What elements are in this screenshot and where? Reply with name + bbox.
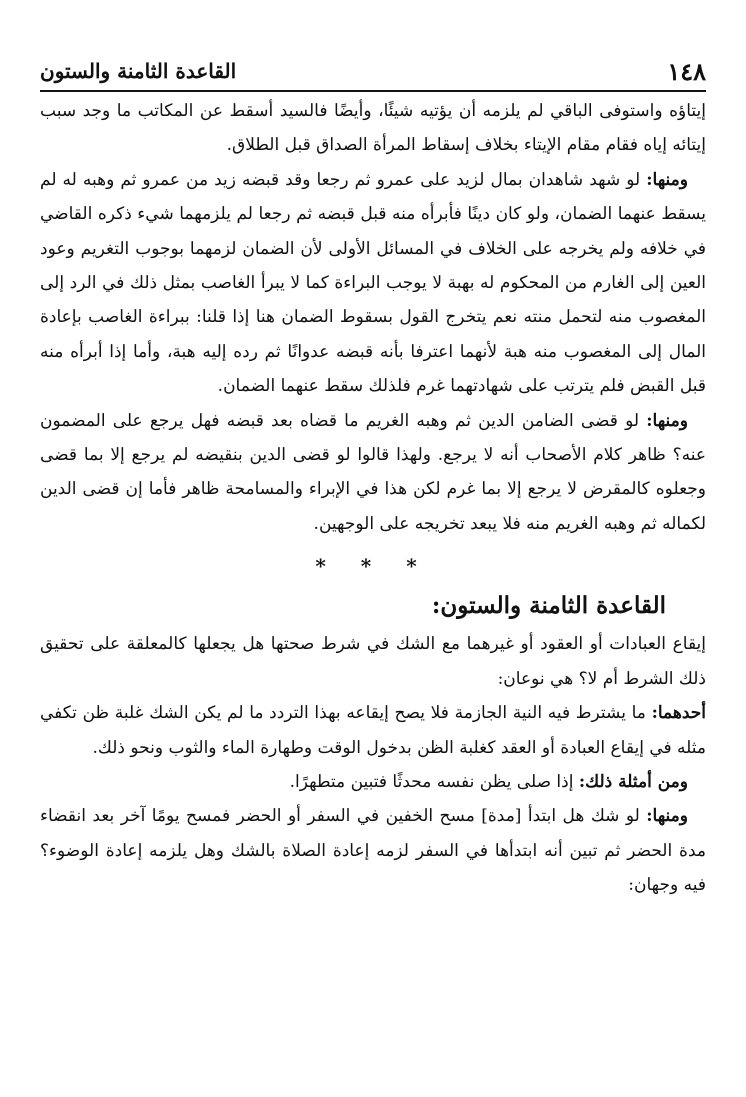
page-header <box>40 52 706 92</box>
page-number: ١٤٨ <box>667 56 706 86</box>
paragraph <box>40 696 706 765</box>
paragraph-lead: ومن أمثلة ذلك: <box>578 771 688 792</box>
paragraph-text: إذا صلى يظن نفسه محدثًا فتبين متطهرًا. <box>289 771 579 792</box>
main-text <box>40 94 706 903</box>
paragraph <box>40 627 706 696</box>
paragraph-lead: أحدهما: <box>651 703 706 724</box>
paragraph-lead: ومنها: <box>646 806 688 827</box>
paragraph-lead: ومنها: <box>646 169 688 190</box>
section-divider: * * * <box>315 554 431 579</box>
running-title: القاعدة الثامنة والستون <box>40 59 237 83</box>
paragraph-text: إيقاع العبادات أو العقود أو غيرهما مع الشك في شرط صحتها هل يجعلها كالمعلقة على تحقيق ذلك الشرط أم لا؟ هي نوعان: <box>40 634 706 689</box>
paragraph <box>40 94 706 163</box>
paragraph-text: إيتاؤه واستوفى الباقي لم يلزمه أن يؤتيه شيئًا، وأيضًا فالسيد أسقط عن المكاتب ما وجد سبب إيتائه إياه فقام مقام الإيتاء بخلاف إسقاط المرأة الصداق قبل الطلاق. <box>40 101 706 156</box>
paragraph-text: ما يشترط فيه النية الجازمة فلا يصح إيقاعه بهذا التردد ما لم يكن الشك غلبة ظن تكفي مثله في إيقاع العبادة أو العقد كغلبة الظن بدخول الوقت وطهارة الماء والثوب ونحو ذلك. <box>40 703 706 758</box>
paragraph <box>40 799 706 902</box>
paragraph <box>40 404 706 542</box>
paragraph <box>40 765 706 799</box>
paragraph-text: لو شك هل ابتدأ [مدة] مسح الخفين في السفر أو الحضر فمسح يومًا آخر بعد انقضاء مدة الحضر ثم تبين أنه ابتدأها في السفر لزمه إعادة الصلاة بالشك وهل يلزمه إعادة الوضوء؟ فيه وجهان: <box>40 806 706 896</box>
section-heading: القاعدة الثامنة والستون: <box>431 592 666 620</box>
paragraph-text: لو قضى الضامن الدين ثم وهبه الغريم ما قضاه بعد قبضه فهل يرجع على المضمون عنه؟ ظاهر كلام الأصحاب أنه لا يرجع. ولهذا قالوا لو قضى الدين بنقيضه لم يرجع إلا بما قضى وجعلوه كالمقرض لا يرجع إلا بما غرم لكن هذا في الإبراء والمسامحة ظاهر فأما إن قضى الدين لكماله ثم وهبه الغريم منه فلا يبعد تخريجه على الوجهين. <box>40 410 706 534</box>
paragraph-text: لو شهد شاهدان بمال لزيد على عمرو ثم رجعا وقد قبضه زيد من عمرو ثم وهبه له لم يسقط عنهما الضمان، ولو كان دينًا فأبرأه منه قبل قبضه ثم رجعا لم يلزمهما شيء ذكره القاضي في خلافه ولم يخرجه على الخلاف في المسائل الأولى لأن الضمان لزمهما بوجوب التغريم وعود العين إلى الغارم من المحكوم له بهبة لا يوجب البراءة كما لا يبرأ الغاصب بمثل ذلك في الرد إلى المغصوب منه لتحمل منته نعم يتخرج القول بسقوط الضمان هنا إذا قلنا: ببراءة الغاصب بإعادة المال إلى المغصوب منه هبة لأنهما اعترفا بأنه قبضه عدوانًا ثم رده إليه هبة، وأما إذا أبرأه منه قبل القبض فلم يترتب على شهادتهما غرم فلذلك سقط عنهما الضمان. <box>40 169 706 397</box>
paragraph-lead: ومنها: <box>646 410 688 431</box>
paragraph <box>40 163 706 404</box>
